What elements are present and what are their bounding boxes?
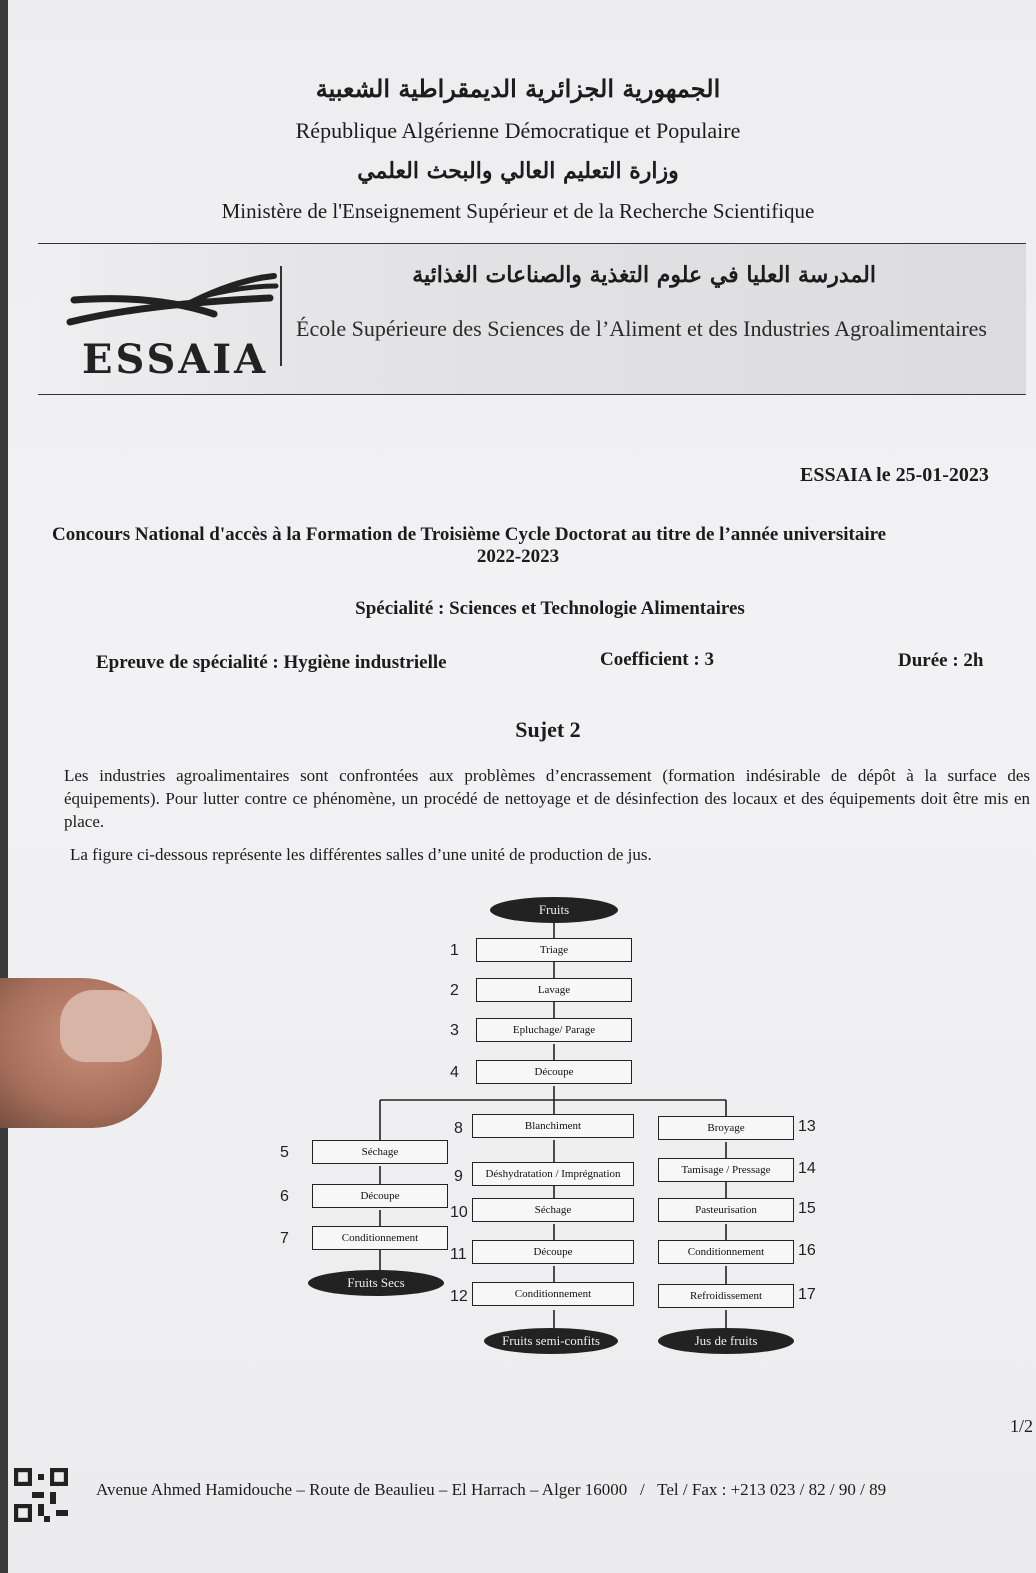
flow-step-right: Conditionnement — [658, 1240, 794, 1264]
flow-step-middle: Déshydratation / Imprégnation — [472, 1162, 634, 1186]
flow-step-main: Lavage — [476, 978, 632, 1002]
flow-step-right: Tamisage / Pressage — [658, 1158, 794, 1182]
flow-step-main: Découpe — [476, 1060, 632, 1084]
step-number: 16 — [798, 1242, 816, 1259]
arabic-ministry-title: وزارة التعليم العالي والبحث العلمي — [357, 158, 679, 184]
flow-step-middle: Blanchiment — [472, 1114, 634, 1138]
thumbnail-photo — [60, 990, 152, 1062]
exam-title-line1: Concours National d'accès à la Formation de Troisième Cycle Doctorat au titre de l’année universitaire — [52, 524, 887, 545]
exam-title-line2: 2022-2023 — [476, 546, 560, 567]
step-number: 10 — [450, 1204, 468, 1221]
republic-title: République Algérienne Démocratique et Populaire — [295, 118, 741, 143]
flow-step-left: Séchage — [312, 1140, 448, 1164]
flow-step-right: Refroidissement — [658, 1284, 794, 1308]
figure-caption: La figure ci-dessous représente les différentes salles d’une unité de production de jus. — [70, 845, 652, 864]
step-number: 12 — [450, 1288, 468, 1305]
flow-step-left: Découpe — [312, 1184, 448, 1208]
step-number: 9 — [454, 1168, 463, 1185]
exam-subject: Epreuve de spécialité : Hygiène industrielle — [96, 652, 447, 673]
flow-start-fruits: Fruits — [490, 897, 618, 923]
school-name: École Supérieure des Sciences de l’Aliment et des Industries Agroalimentaires — [296, 316, 987, 341]
step-number: 2 — [450, 982, 459, 999]
coefficient: Coefficient : 3 — [600, 649, 714, 670]
flow-step-main: Epluchage/ Parage — [476, 1018, 632, 1042]
essaia-logo-text: ESSAIA — [82, 336, 269, 383]
flow-step-middle: Découpe — [472, 1240, 634, 1264]
step-number: 13 — [798, 1118, 816, 1135]
flow-step-middle: Conditionnement — [472, 1282, 634, 1306]
step-number: 6 — [280, 1188, 289, 1205]
step-number: 11 — [450, 1246, 467, 1263]
step-number: 15 — [798, 1200, 816, 1217]
date-line: ESSAIA le 25-01-2023 — [800, 464, 989, 486]
step-number: 17 — [798, 1286, 816, 1303]
flow-step-left: Conditionnement — [312, 1226, 448, 1250]
flow-step-right: Broyage — [658, 1116, 794, 1140]
step-number: 5 — [280, 1144, 289, 1161]
flow-end-fruits-semi-confits: Fruits semi-confits — [484, 1328, 618, 1354]
flow-step-right: Pasteurisation — [658, 1198, 794, 1222]
step-number: 4 — [450, 1064, 459, 1081]
flow-step-middle: Séchage — [472, 1198, 634, 1222]
flow-end-fruits-secs: Fruits Secs — [308, 1270, 444, 1296]
page-number: 1/2 — [1010, 1416, 1034, 1436]
arabic-school-name: المدرسة العليا في علوم التغذية والصناعات الغذائية — [412, 262, 876, 288]
intro-paragraph: Les industries agroalimentaires sont confrontées aux problèmes d’encrassement (formation indésirable de dépôt à la surface des équipements). Pour lutter contre ce phénomène, un procédé de nettoyage et de désinfection des locaux et des équipements doit être mis en place. — [64, 766, 1030, 831]
subject-number: Sujet 2 — [515, 717, 581, 742]
step-number: 3 — [450, 1022, 459, 1039]
duration: Durée : 2h — [898, 650, 984, 671]
arabic-republic-title: الجمهورية الجزائرية الديمقراطية الشعبية — [315, 74, 721, 103]
flow-step-main: Triage — [476, 938, 632, 962]
footer-address: Avenue Ahmed Hamidouche – Route de Beaulieu – El Harrach – Alger 16000 / Tel / Fax : +213 023 / 82 / 90 / 89 — [96, 1480, 887, 1499]
ministry-title: Ministère de l'Enseignement Supérieur et de la Recherche Scientifique — [221, 199, 815, 223]
specialty-line: Spécialité : Sciences et Technologie Alimentaires — [355, 598, 745, 619]
step-number: 14 — [798, 1160, 816, 1177]
flow-end-jus-de-fruits: Jus de fruits — [658, 1328, 794, 1354]
step-number: 7 — [280, 1230, 289, 1247]
step-number: 1 — [450, 942, 459, 959]
qr-code-icon — [14, 1468, 68, 1528]
step-number: 8 — [454, 1120, 463, 1137]
